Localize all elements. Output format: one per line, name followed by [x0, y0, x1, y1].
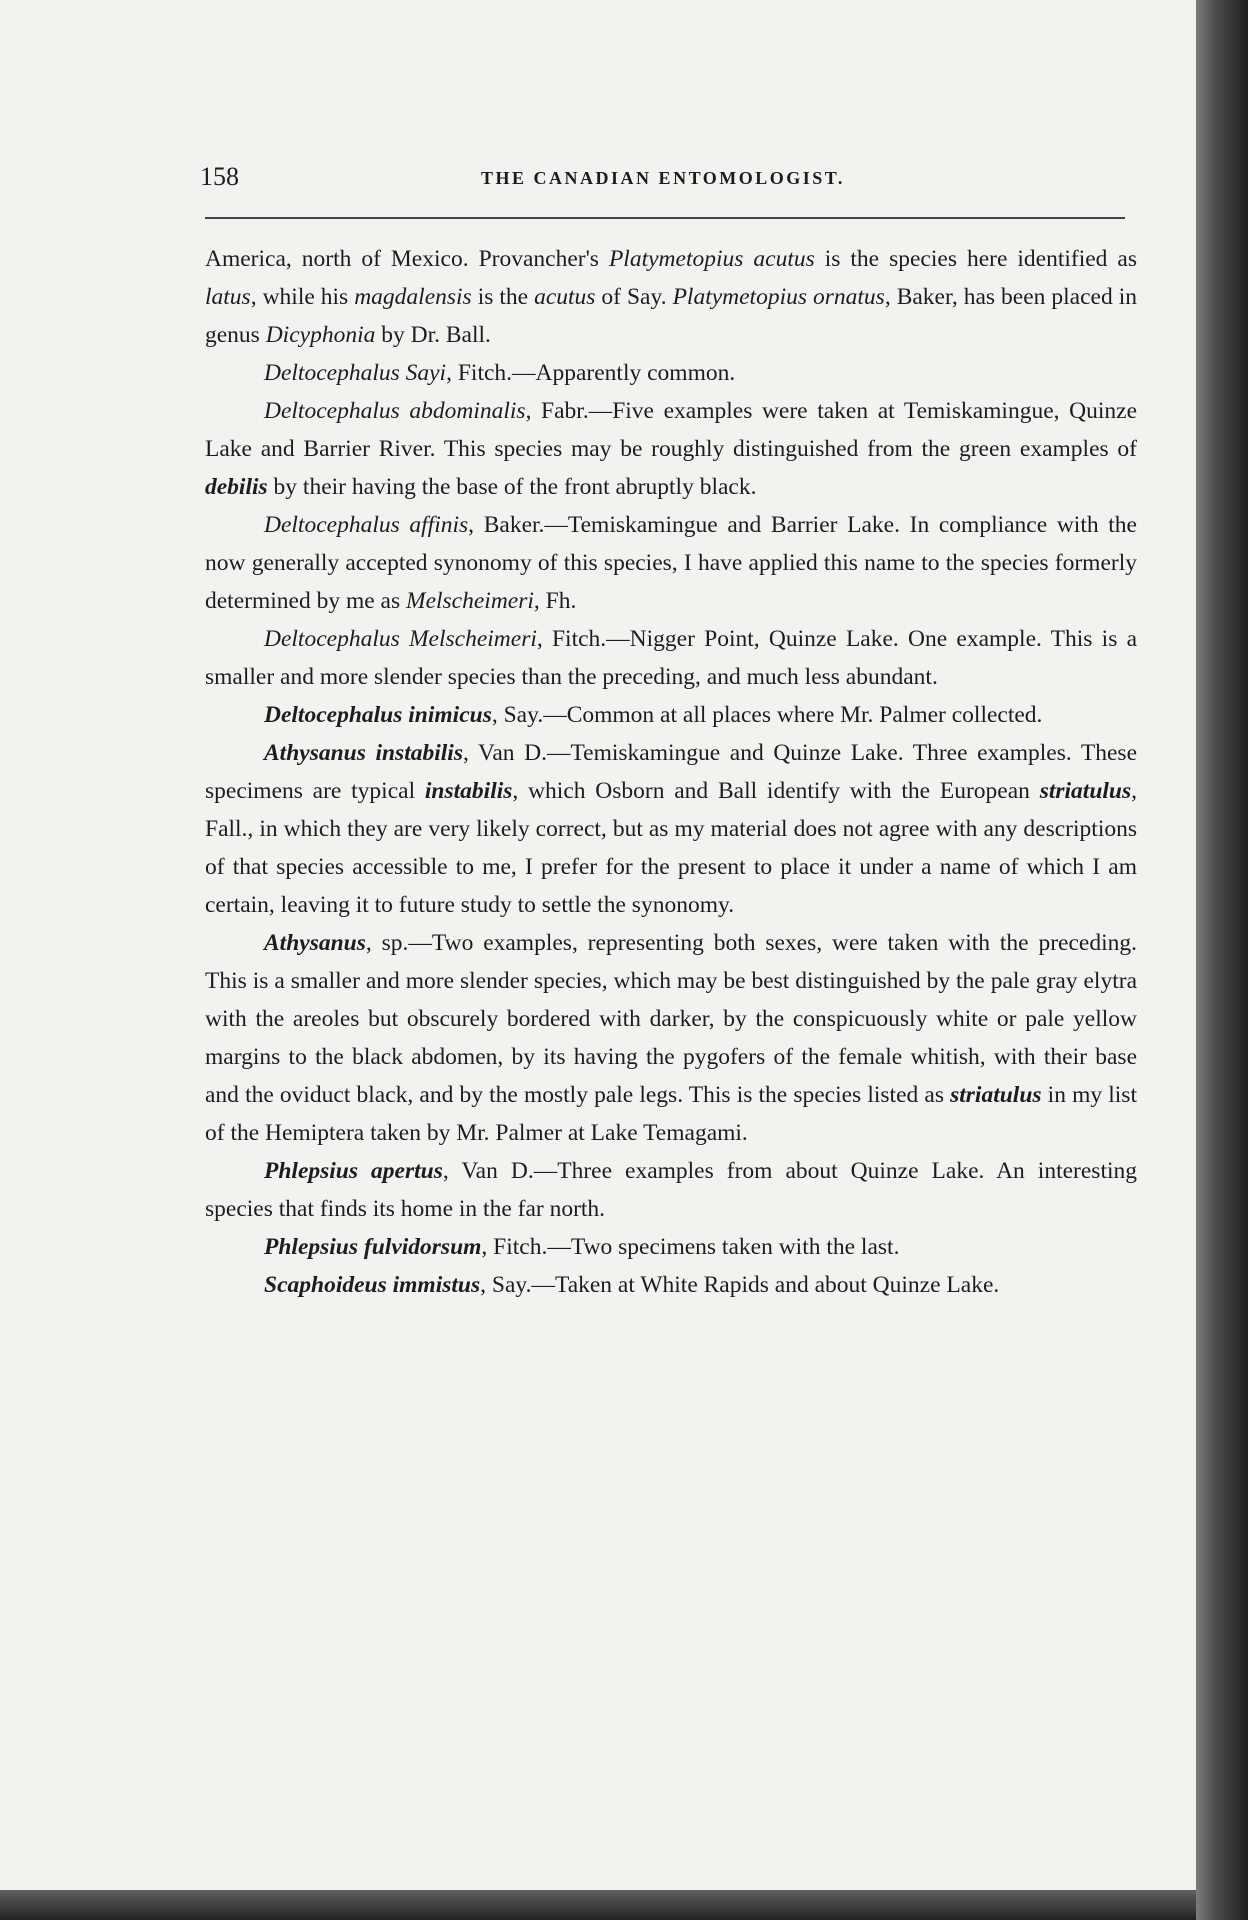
text-run: , sp.—Two examples, representing both sexes, were taken with the preceding. This is a smaller and more slender species, which may be best distinguished by the pale gray elytra with the areoles but obscurely bordered with darker, by the conspicuously white or pale yellow margins to the black abdomen, by its having the pygofers of the female whitish, with their base and the oviduct black, and by the mostly pale legs. This is the species listed as [205, 930, 1137, 1108]
paragraph [205, 696, 1137, 734]
species-name: Deltocephalus abdominalis [264, 398, 526, 424]
paragraph [205, 506, 1137, 620]
species-name: Platymetopius ornatus [672, 284, 885, 310]
species-name: Scaphoideus immistus [264, 1272, 481, 1298]
text-run: , Say.—Common at all places where Mr. Palmer collected. [491, 702, 1043, 728]
paragraph [205, 620, 1137, 696]
species-name: Deltocephalus affinis [264, 512, 469, 538]
body-text [205, 240, 1137, 1304]
text-run: , Fabr.—Five examples were taken at Temiskamingue, Quinze Lake and Barrier River. This species may be roughly distinguished from the green examples of [205, 398, 1137, 462]
text-run: of Say. [595, 284, 673, 310]
text-run: by Dr. Ball. [375, 322, 491, 348]
species-name: Deltocephalus Sayi [264, 360, 447, 386]
species-name: latus [205, 284, 251, 310]
text-run: , Fitch.—Apparently common. [446, 360, 736, 386]
paragraph [205, 924, 1137, 1152]
paragraph [205, 734, 1137, 924]
species-name: striatulus [950, 1082, 1042, 1108]
paragraph [205, 392, 1137, 506]
text-run: , Van D.—Three examples from about Quinze Lake. An interesting species that finds its home in the far north. [205, 1158, 1138, 1222]
text-run: in my list of the Hemiptera taken by Mr. Palmer at Lake Temagami. [205, 1082, 1137, 1146]
paragraph [205, 240, 1137, 354]
text-run: , Baker, has been placed in genus [205, 284, 1137, 348]
paragraph [205, 1152, 1137, 1228]
species-name: Phlepsius apertus [264, 1158, 443, 1184]
species-name: Platymetopius acutus [608, 246, 815, 272]
text-run: is the species here identified as [814, 246, 1137, 272]
species-name: Athysanus instabilis [264, 740, 463, 766]
text-run: , while his [250, 284, 355, 310]
text-run: is the [471, 284, 535, 310]
paragraph [205, 1266, 1137, 1304]
species-name: Athysanus [264, 930, 366, 956]
page-number: 158 [200, 162, 239, 191]
text-run: , Fitch.—Nigger Point, Quinze Lake. One example. This is a smaller and more slender species than the preceding, and much less abundant. [205, 626, 1138, 690]
text-run: , Fall., in which they are very likely correct, but as my material does not agree with any descriptions of that species accessible to me, I prefer for the present to place it under a name of which I am certain, leaving it to future study to settle the synonomy. [205, 778, 1138, 918]
paragraph [205, 1228, 1137, 1266]
running-title: THE CANADIAN ENTOMOLOGIST. [481, 168, 845, 188]
text-run: , which Osborn and Ball identify with the European [512, 778, 1040, 804]
page-bottom-edge [0, 1890, 1196, 1920]
species-name: Deltocephalus Melscheimeri [264, 626, 537, 652]
species-name: acutus [534, 284, 596, 310]
paragraph [205, 354, 1137, 392]
text-run: by their having the base of the front abruptly black. [267, 474, 757, 500]
text-run: America, north of Mexico. Provancher's [205, 246, 609, 272]
text-run: , Fitch.—Two specimens taken with the last. [481, 1234, 900, 1260]
species-name: Dicyphonia [265, 322, 376, 348]
text-run: , Baker.—Temiskamingue and Barrier Lake. In compliance with the now generally accepted synonomy of this species, I have applied this name to the species formerly determined by me as [205, 512, 1137, 614]
species-name: debilis [205, 474, 268, 500]
species-name: Phlepsius fulvidorsum [264, 1234, 482, 1260]
species-name: instabilis [424, 778, 513, 804]
species-name: magdalensis [354, 284, 472, 310]
page-header [200, 160, 1126, 200]
text-run: , Van D.—Temiskamingue and Quinze Lake. Three examples. These specimens are typical [205, 740, 1137, 804]
species-name: Melscheimeri [406, 588, 534, 614]
text-run: , Say.—Taken at White Rapids and about Quinze Lake. [480, 1272, 1000, 1298]
species-name: striatulus [1039, 778, 1132, 804]
header-rule [205, 217, 1125, 219]
text-run: , Fh. [533, 588, 577, 614]
species-name: Deltocephalus inimicus [264, 702, 492, 728]
book-spine-edge [1196, 0, 1248, 1920]
